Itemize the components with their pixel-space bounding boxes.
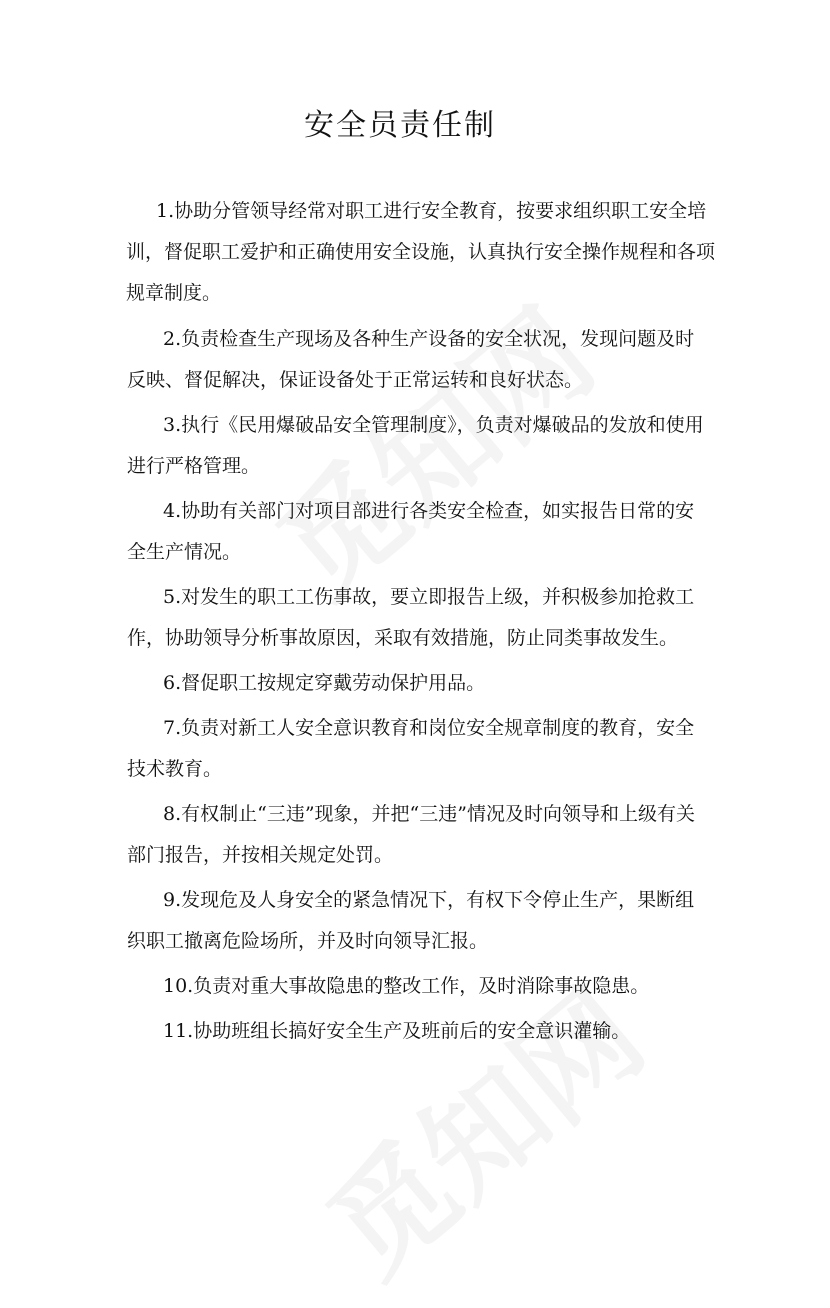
paragraph-item-8: 8.有权制止“三违”现象，并把“三违”情况及时向领导和上级有关部门报告，并按相关规定处罚。 [127, 803, 695, 866]
paragraph-item-2: 2.负责检查生产现场及各种生产设备的安全状况，发现问题及时反映、督促解决，保证设备处于正常运转和良好状态。 [127, 328, 695, 391]
paragraph-item-3: 3.执行《民用爆破品安全管理制度》，负责对爆破品的发放和使用进行严格管理。 [127, 414, 704, 477]
paragraph-item-6: 6.督促职工按规定穿戴劳动保护用品。 [163, 672, 486, 694]
paragraph-item-7: 7.负责对新工人安全意识教育和岗位安全规章制度的教育，安全技术教育。 [127, 717, 695, 780]
paragraph-item-5: 5.对发生的职工工伤事故，要立即报告上级，并积极参加抢救工作，协助领导分析事故原因，采取有效措施，防止同类事故发生。 [127, 586, 695, 649]
paragraph-item-4: 4.协助有关部门对项目部进行各类安全检查，如实报告日常的安全生产情况。 [127, 500, 695, 563]
paragraph-item-9: 9.发现危及人身安全的紧急情况下，有权下令停止生产，果断组织职工撤离危险场所，并及时向领导汇报。 [127, 889, 695, 952]
paragraph-item-10: 10.负责对重大事故隐患的整改工作，及时消除事故隐患。 [163, 975, 650, 997]
paragraph-item-11: 11.协助班组长搞好安全生产及班前后的安全意识灌输。 [163, 1020, 631, 1042]
paragraph-item-1: 1.协助分管领导经常对职工进行安全教育，按要求组织职工安全培训，督促职工爱护和正确使用安全设施，认真执行安全操作规程和各项规章制度。 [126, 200, 716, 304]
page-title: 安全员责任制 [304, 108, 496, 143]
